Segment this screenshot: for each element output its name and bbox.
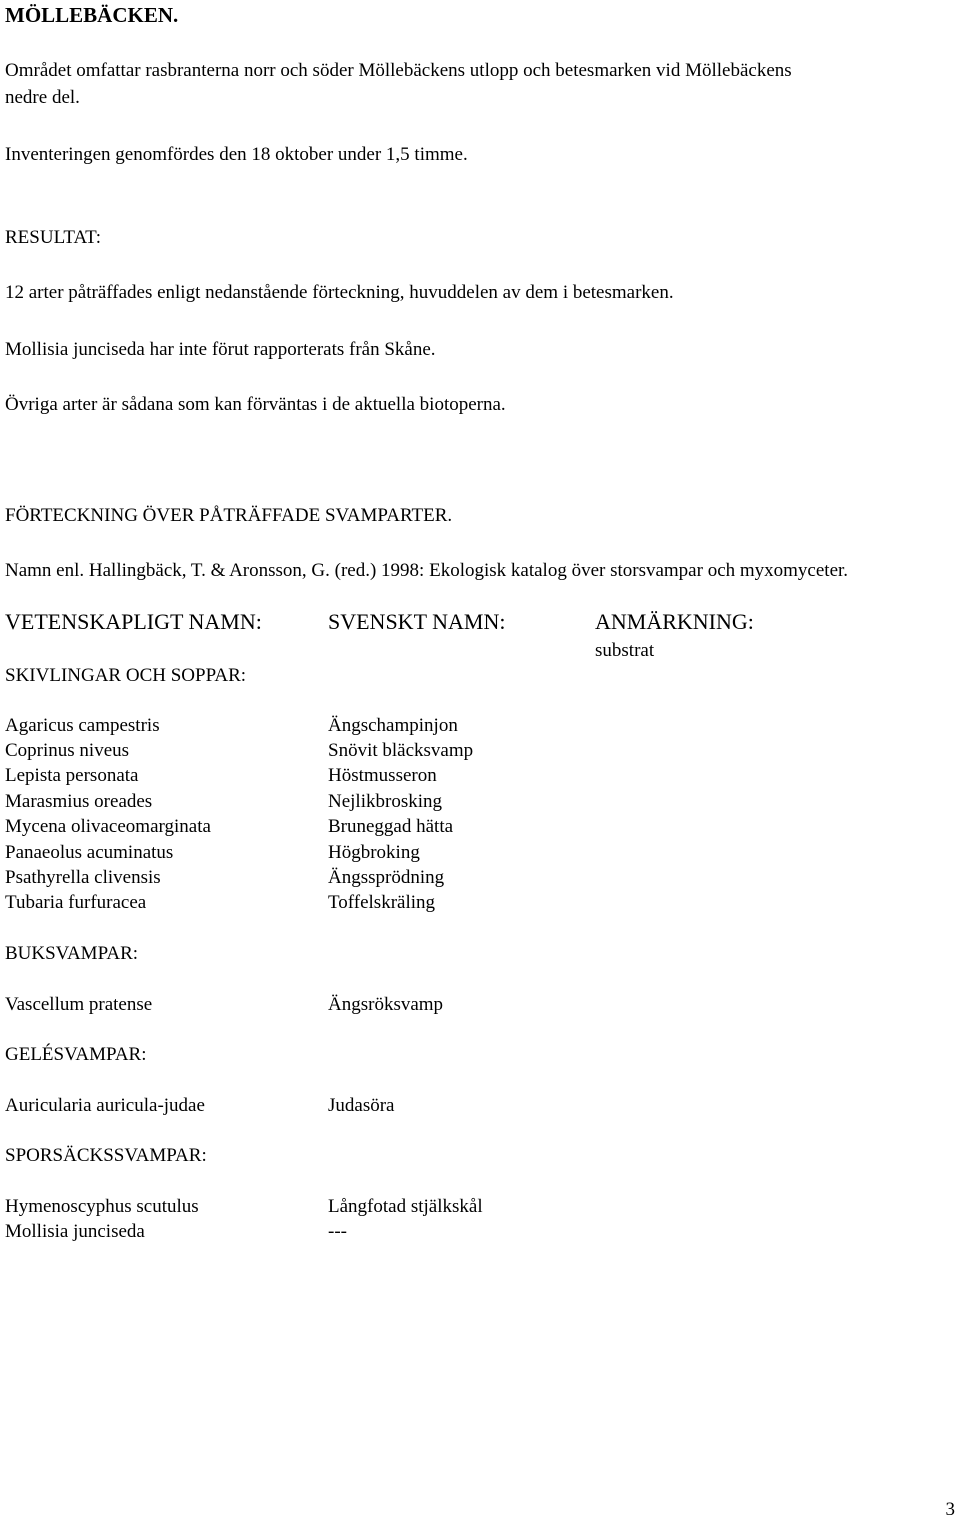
group-label-sporsackssvampar: SPORSÄCKSSVAMPAR:	[5, 1145, 207, 1166]
scientific-name: Lepista personata	[5, 765, 139, 786]
swedish-name: ---	[328, 1221, 347, 1242]
scientific-name: Panaeolus acuminatus	[5, 842, 174, 863]
swedish-name: Långfotad stjälkskål	[328, 1196, 483, 1217]
group-label-buksvampar: BUKSVAMPAR:	[5, 943, 139, 964]
result-heading: RESULTAT:	[5, 227, 102, 248]
table-row	[0, 867, 960, 892]
intro-line-2: nedre del.	[5, 87, 80, 108]
swedish-name: Nejlikbrosking	[328, 791, 442, 812]
swedish-name: Ängschampinjon	[328, 715, 458, 736]
swedish-name: Ängsröksvamp	[328, 994, 444, 1015]
group-label-skivlingar: SKIVLINGAR OCH SOPPAR:	[5, 665, 247, 686]
table-row	[0, 994, 960, 1019]
swedish-name: Ängssprödning	[328, 867, 445, 888]
swedish-name: Snövit bläcksvamp	[328, 740, 474, 761]
table-row	[0, 1221, 960, 1246]
table-row	[0, 715, 960, 740]
scientific-name: Auricularia auricula-judae	[5, 1095, 205, 1116]
result-line-3: Övriga arter är sådana som kan förväntas i de aktuella biotoperna.	[5, 394, 506, 415]
scientific-name: Marasmius oreades	[5, 791, 153, 812]
table-row	[0, 1095, 960, 1120]
table-row	[0, 842, 960, 867]
group-label-gelesvampar: GELÉSVAMPAR:	[5, 1044, 147, 1065]
swedish-name: Bruneggad hätta	[328, 816, 454, 837]
table-row	[0, 892, 960, 917]
header-remark: ANMÄRKNING:	[595, 609, 754, 634]
inventory-text: Inventeringen genomfördes den 18 oktober under 1,5 timme.	[5, 144, 468, 165]
scientific-name: Coprinus niveus	[5, 740, 130, 761]
swedish-name: Höstmusseron	[328, 765, 437, 786]
table-row	[0, 816, 960, 841]
table-row	[0, 740, 960, 765]
scientific-name: Mollisia junciseda	[5, 1221, 145, 1242]
swedish-name: Toffelskräling	[328, 892, 436, 913]
swedish-name: Högbroking	[328, 842, 420, 863]
result-line-2: Mollisia junciseda har inte förut rapporterats från Skåne.	[5, 339, 436, 360]
scientific-name: Hymenoscyphus scutulus	[5, 1196, 199, 1217]
header-swedish-name: SVENSKT NAMN:	[328, 609, 506, 634]
species-list-heading: FÖRTECKNING ÖVER PÅTRÄFFADE SVAMPARTER.	[5, 505, 453, 526]
scientific-name: Agaricus campestris	[5, 715, 160, 736]
scientific-name: Vascellum pratense	[5, 994, 153, 1015]
intro-line-1: Området omfattar rasbranterna norr och söder Möllebäckens utlopp och betesmarken vid Möllebäckens	[5, 60, 792, 81]
scientific-name: Psathyrella clivensis	[5, 867, 161, 888]
table-row	[0, 1196, 960, 1221]
document-title: MÖLLEBÄCKEN.	[5, 3, 179, 27]
scientific-name: Mycena olivaceomarginata	[5, 816, 211, 837]
result-line-1: 12 arter påträffades enligt nedanstående förteckning, huvuddelen av dem i betesmarken.	[5, 282, 674, 303]
header-remark-substrate: substrat	[595, 640, 655, 661]
swedish-name: Judasöra	[328, 1095, 395, 1116]
header-scientific-name: VETENSKAPLIGT NAMN:	[5, 609, 262, 634]
scientific-name: Tubaria furfuracea	[5, 892, 147, 913]
naming-source: Namn enl. Hallingbäck, T. & Aronsson, G. (red.) 1998: Ekologisk katalog över storsvampar och myxomyceter.	[5, 560, 849, 581]
page-number: 3	[945, 1499, 955, 1520]
table-row	[0, 791, 960, 816]
table-row	[0, 765, 960, 790]
